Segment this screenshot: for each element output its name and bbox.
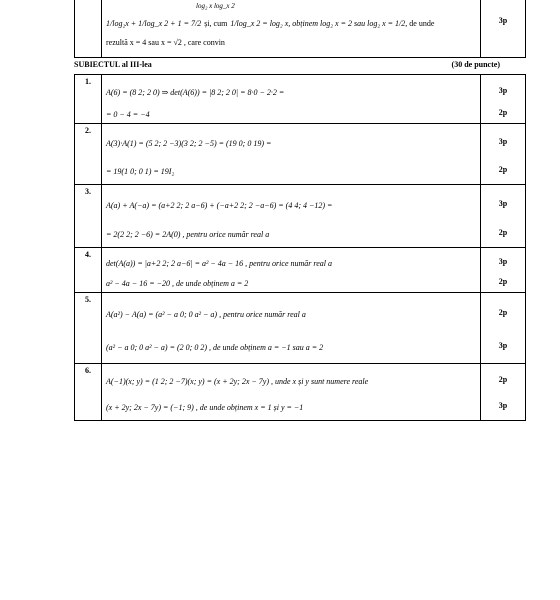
step-points: 2p <box>498 107 508 117</box>
step-points: 3p <box>498 198 508 208</box>
equation-connector: și, cum <box>204 18 228 28</box>
solution-step <box>106 160 476 182</box>
solution-step <box>106 77 476 107</box>
solution-step <box>106 223 476 245</box>
answer-row <box>75 248 526 293</box>
item-solution <box>102 293 481 364</box>
step-points: 3p <box>498 340 508 350</box>
solution-step <box>106 396 476 418</box>
solution-step <box>106 187 476 223</box>
answer-row <box>75 364 526 421</box>
answer-row <box>75 75 526 124</box>
step-points: 2p <box>498 307 508 317</box>
solution-step-text: (a² − a 0; 0 a² − a) = (2 0; 0 2) , de unde obținem a = −1 sau a = 2 <box>106 342 324 352</box>
previous-item-points <box>481 0 526 58</box>
item-solution <box>102 75 481 124</box>
step-points: 3p <box>498 256 508 266</box>
previous-item-body <box>102 0 481 58</box>
item-points <box>481 293 526 364</box>
solution-step <box>106 276 476 290</box>
solution-step-text: = 19(1 0; 0 1) = 19I₂ <box>106 166 175 176</box>
step-points: 2p <box>498 276 508 286</box>
section-points: (30 de puncte) <box>451 60 500 69</box>
item-number: 3. <box>75 185 102 248</box>
item-number: 5. <box>75 293 102 364</box>
section-title: SUBIECTUL al III-lea <box>74 60 152 69</box>
solution-step <box>106 250 476 276</box>
partial-formula: log₂ x log_x 2 <box>196 2 235 10</box>
section-header <box>74 60 500 69</box>
step-points: 2p <box>498 227 508 237</box>
solution-step <box>106 295 476 333</box>
item-solution <box>102 185 481 248</box>
equation-left: 1/log₂x + 1/log_x 2 + 1 = 7/2 <box>106 18 202 28</box>
item-points <box>481 248 526 293</box>
solution-step-text: = 2(2 2; 2 −6) = 2A(0) , pentru orice număr real a <box>106 229 270 239</box>
answer-row <box>75 293 526 364</box>
step-points: 2p <box>498 164 508 174</box>
equation-trailing: , de unde <box>405 18 435 28</box>
equation-line <box>106 11 476 35</box>
step-points: 2p <box>498 374 508 384</box>
solution-step-text: = 0 − 4 = −4 <box>106 109 150 119</box>
solution-step <box>106 107 476 121</box>
solution-step <box>106 333 476 361</box>
item-number: 4. <box>75 248 102 293</box>
solution-step-text: A(a²) − A(a) = (a² − a 0; 0 a² − a) , pentru orice număr real a <box>106 309 306 319</box>
answer-table <box>74 74 526 421</box>
solution-step-text: A(6) = (8 2; 2 0) ⇒ det(A(6)) = |8 2; 2 0| = 8·0 − 2·2 = <box>106 87 285 97</box>
points-value: 3p <box>498 16 508 25</box>
item-points <box>481 75 526 124</box>
item-points <box>481 185 526 248</box>
solution-step-text: det(A(a)) = |a+2 2; 2 a−6| = a² − 4a − 16 , pentru orice număr real a <box>106 258 332 268</box>
solution-step <box>106 126 476 160</box>
step-points: 3p <box>498 400 508 410</box>
previous-item-number <box>75 0 102 58</box>
answer-row <box>75 185 526 248</box>
item-solution <box>102 248 481 293</box>
answer-row <box>75 124 526 185</box>
solution-step-text: A(a) + A(−a) = (a+2 2; 2 a−6) + (−a+2 2; 2 −a−6) = (4 4; 4 −12) = <box>106 200 333 210</box>
step-points: 3p <box>498 136 508 146</box>
solution-step-text: (x + 2y; 2x − 7y) = (−1; 9) , de unde obținem x = 1 și y = −1 <box>106 402 304 412</box>
previous-subject-table <box>74 0 526 58</box>
item-number: 2. <box>75 124 102 185</box>
solution-step <box>106 366 476 396</box>
solution-step-text: A(−1)(x; y) = (1 2; 2 −7)(x; y) = (x + 2y; 2x − 7y) , unde x și y sunt numere reale <box>106 376 369 386</box>
partial-formula-line <box>106 1 476 11</box>
item-number: 1. <box>75 75 102 124</box>
item-points <box>481 124 526 185</box>
item-solution <box>102 124 481 185</box>
solution-step-text: A(3)·A(1) = (5 2; 2 −3)(3 2; 2 −5) = (19 0; 0 19) = <box>106 138 272 148</box>
solution-step-text: a² − 4a − 16 = −20 , de unde obținem a = 2 <box>106 278 249 288</box>
equation-result: , obținem log₂ x = 2 sau log₂ x = 1/2 <box>288 18 406 28</box>
item-solution <box>102 364 481 421</box>
conclusion-text: rezultă x = 4 sau x = √2 , care convin <box>106 37 225 47</box>
equation-middle: 1/log_x 2 = log₂ x <box>230 18 289 28</box>
conclusion-line <box>106 35 476 49</box>
step-points: 3p <box>498 85 508 95</box>
item-points <box>481 364 526 421</box>
item-number: 6. <box>75 364 102 421</box>
